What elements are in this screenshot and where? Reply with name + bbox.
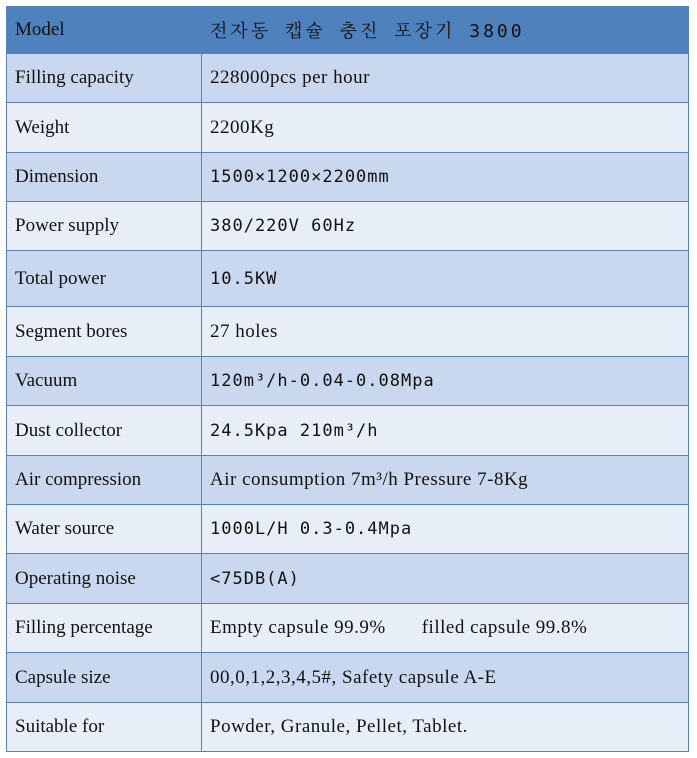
row-label: Dimension [7,153,202,202]
row-label: Operating noise [7,554,202,604]
table-row [7,703,689,752]
row-value [202,604,689,653]
row-label: Total power [7,251,202,307]
row-value: 120m³/h-0.04-0.08Mpa [202,357,689,406]
row-value: 228000pcs per hour [202,54,689,103]
row-value: Powder, Granule, Pellet, Tablet. [202,703,689,752]
table-row [7,202,689,251]
table-row [7,554,689,604]
row-value: 2200Kg [202,103,689,153]
row-label: Filling capacity [7,54,202,103]
row-label: Capsule size [7,653,202,703]
row-label: Segment bores [7,307,202,357]
row-label: Dust collector [7,406,202,456]
row-value: 10.5KW [202,251,689,307]
row-value: <75DB(A) [202,554,689,604]
row-label: Power supply [7,202,202,251]
table-header-row [7,7,689,54]
spec-table [6,6,689,752]
model-value: 전자동 캡슐 충진 포장기 3800 [202,7,689,54]
row-label: Air compression [7,456,202,505]
table-row [7,153,689,202]
table-row [7,505,689,554]
row-label: Suitable for [7,703,202,752]
row-value: 27 holes [202,307,689,357]
row-value: 00,0,1,2,3,4,5#, Safety capsule A-E [202,653,689,703]
table-row [7,456,689,505]
table-row [7,251,689,307]
row-label: Vacuum [7,357,202,406]
table-row [7,406,689,456]
table-row [7,103,689,153]
empty-capsule-value: Empty capsule 99.9% [210,617,386,638]
row-value: Air consumption 7m³/h Pressure 7-8Kg [202,456,689,505]
row-label: Filling percentage [7,604,202,653]
table-row [7,604,689,653]
row-label: Weight [7,103,202,153]
table-row [7,307,689,357]
row-value: 380/220V 60Hz [202,202,689,251]
filled-capsule-value: filled capsule 99.8% [421,617,588,638]
row-value: 24.5Kpa 210m³/h [202,406,689,456]
row-value: 1500×1200×2200mm [202,153,689,202]
model-label: Model [7,7,202,54]
table-row [7,357,689,406]
row-value: 1000L/H 0.3-0.4Mpa [202,505,689,554]
table-row [7,653,689,703]
table-row [7,54,689,103]
row-label: Water source [7,505,202,554]
